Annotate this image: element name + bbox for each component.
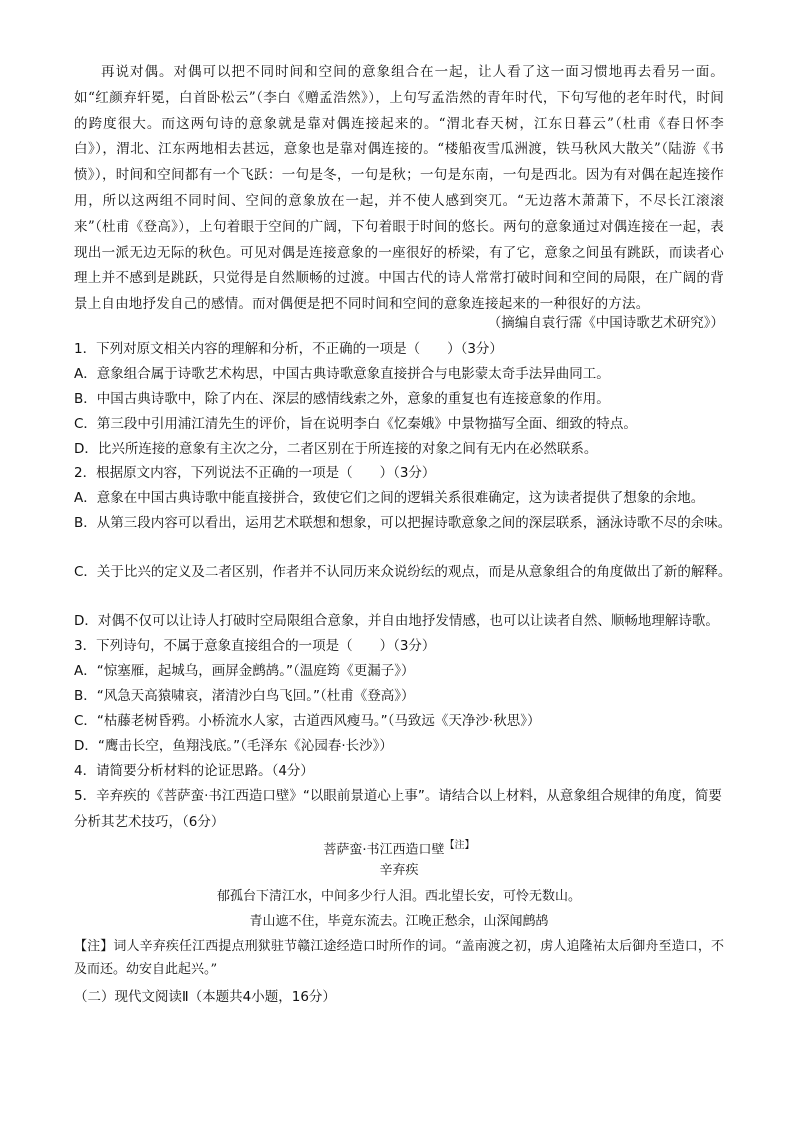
poem-title [74,835,724,861]
question-2-option-b: B．从第三段内容可以看出，运用艺术联想和想象，可以把握诗歌意象之间的深层联系，涵泳诗歌不尽的余味。 [74,515,732,531]
question-3-option-d: D．“鹰击长空，鱼翔浅底。”（毛泽东《沁园春·长沙》） [74,738,393,754]
passage-source: （摘编自袁行霈《中国诗歌艺术研究》） [487,315,724,331]
poem-author: 辛弃疾 [379,863,419,878]
passage-paragraph [74,60,724,318]
question-5-stem: 5．辛弃疾的《菩萨蛮·书江西造口壁》“以眼前景道心上事”。请结合以上材料，从意象组合规律的角度，简要分析其艺术技巧，（6分） [74,788,722,830]
question-1-stem: 1．下列对原文相关内容的理解和分析，不正确的一项是（ ）（3分） [74,341,503,357]
question-2-option-a: A．意象在中国古典诗歌中能直接拼合，致使它们之间的逻辑关系很难确定，这为读者提供了想象的余地。 [74,490,705,506]
question-3-option-b: B．“风急天高猿啸哀，渚清沙白鸟飞回。”（杜甫《登高》） [74,688,415,704]
question-2-option-c: C．关于比兴的定义及二者区别，作者并不认同历来众说纷纭的观点，而是从意象组合的角度做出了新的解释。 [74,564,732,580]
question-3-option-c: C．“枯藤老树昏鸦。小桥流水人家，古道西风瘦马。”（马致远《天净沙·秋思》） [74,713,541,729]
question-1-option-a: A．意象组合属于诗歌艺术构思，中国古典诗歌意象直接拼合与电影蒙太奇手法异曲同工。 [74,366,610,382]
poem-line-1: 郁孤台下清江水，中间多少行人泪。西北望长安，可怜无数山。 [216,889,581,904]
question-3-option-a: A．“惊塞雁，起城乌，画屏金鹧鸪。”（温庭筠《更漏子》） [74,663,415,679]
poem-line-2: 青山遮不住，毕竟东流去。江晚正愁余，山深闻鹧鸪 [249,914,549,929]
poem-note-text: 词人辛弃疾任江西提点刑狱驻节赣江途经造口时所作的词。“盖南渡之初，虏人追隆祐太后御舟至造口，不及而还。幼安自此起兴。” [74,939,724,977]
section-heading: （二）现代文阅读Ⅱ（本题共4小题，16分） [74,989,336,1005]
question-1-option-c: C．第三段中引用浦江清先生的评价，旨在说明李白《忆秦娥》中景物描写全面、细致的特点。 [74,416,637,432]
question-1-option-b: B．中国古典诗歌中，除了内在、深层的感情线索之外，意象的重复也有连接意象的作用。 [74,391,610,407]
question-2-option-d: D．对偶不仅可以让诗人打破时空局限组合意象，并自由地抒发情感，也可以让读者自然、顺畅地理解诗歌。 [74,613,719,629]
poem-title-note-tag: 【注】 [444,840,475,851]
passage-text: 再说对偶。对偶可以把不同时间和空间的意象组合在一起，让人看了这一面习惯地再去看另一面。如“红颜弃轩冕，白首卧松云”（李白《赠孟浩然》），上句写孟浩然的青年时代，下句写他的老年时代，时间的跨度很大。而这两句诗的意象就是靠对偶连接起来的。“渭北春天树，江东日暮云”（杜甫《春日怀李白》），渭北、江东两地相去甚远，意象也是靠对偶连接的。“楼船夜雪瓜洲渡，铁马秋风大散关”（陆游《书愤》），时间和空间都有一个飞跃：一句是冬，一句是秋；一句是东南，一句是西北。因为有对偶在起连接作用，所以这两组不同时间、空间的意象放在一起，并不使人感到突兀。“无边落木萧萧下，不尽长江滚滚来”（杜甫《登高》），上句着眼于空间的广阔，下句着眼于时间的悠长。两句的意象通过对偶连接在一起，表现出一派无边无际的秋色。可见对偶是连接意象的一座很好的桥梁，有了它，意象之间虽有跳跃，而读者心理上并不感到是跳跃，只觉得是自然顺畅的过渡。中国古代的诗人常常打破时间和空间的局限，在广阔的背景上自由地抒发自己的感情。而对偶便是把不同时间和空间的意象连接起来的一种很好的方法。 [74,64,724,313]
question-3-stem: 3．下列诗句，不属于意象直接组合的一项是（ ）（3分） [74,638,436,654]
poem-note-label: 【注】 [74,939,114,954]
poem-title-text: 菩萨蛮·书江西造口壁 [323,842,445,858]
question-1-option-d: D．比兴所连接的意象有主次之分，二者区别在于所连接的对象之间有无内在必然联系。 [74,441,598,457]
poem-note [74,935,724,981]
question-2-stem: 2．根据原文内容，下列说法不正确的一项是（ ）（3分） [74,465,436,481]
question-4-stem: 4．请简要分析材料的论证思路。（4分） [74,763,314,779]
